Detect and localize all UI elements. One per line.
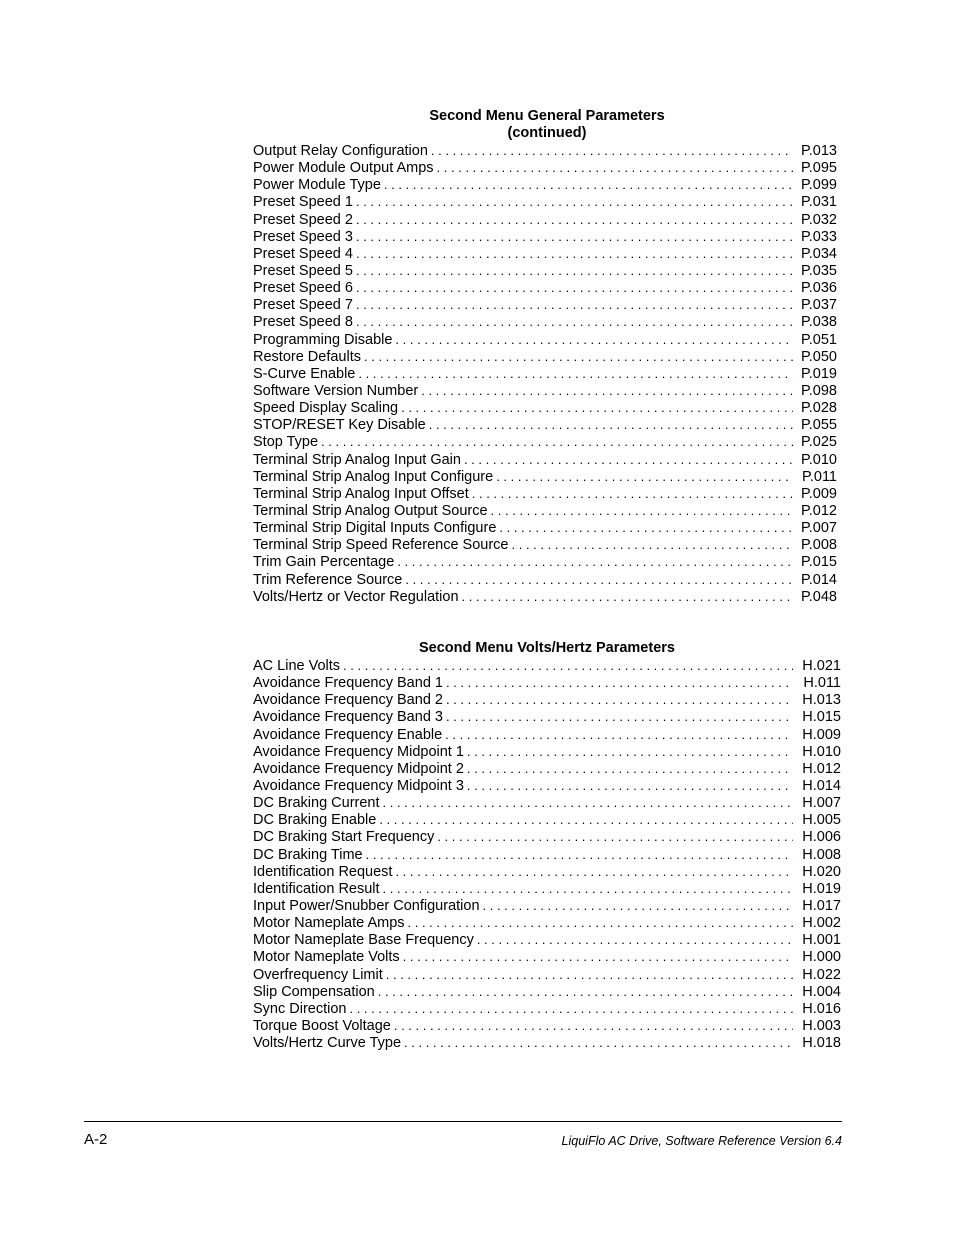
entry-code: P.013	[800, 143, 837, 159]
entry-code: H.009	[802, 726, 841, 743]
index-entry	[253, 1017, 841, 1034]
entry-name: Preset Speed 5	[253, 262, 353, 279]
entry-code: P.035	[800, 262, 837, 279]
dot-leader	[386, 966, 793, 983]
entry-code: H.003	[802, 1017, 841, 1034]
entry-code: H.008	[802, 846, 841, 863]
entry-name: Avoidance Frequency Midpoint 3	[253, 777, 464, 794]
entry-code: P.008	[800, 537, 837, 554]
entry-name: DC Braking Start Frequency	[253, 829, 435, 846]
entry-name: DC Braking Enable	[253, 812, 377, 829]
index-entry	[253, 1000, 841, 1017]
dot-leader	[445, 726, 793, 743]
entry-code: H.011	[803, 675, 841, 692]
index-entry	[253, 365, 837, 382]
dot-leader	[496, 468, 793, 485]
entry-name: Terminal Strip Speed Reference Source	[253, 537, 509, 554]
index-entry	[253, 468, 837, 485]
entry-code: P.033	[800, 228, 837, 245]
entry-code: P.051	[800, 331, 837, 348]
dot-leader	[356, 262, 793, 279]
entry-code: H.012	[802, 760, 841, 777]
dot-leader	[467, 760, 793, 777]
index-entry	[253, 279, 837, 296]
entry-code: P.048	[800, 588, 837, 605]
entry-code: H.010	[802, 743, 841, 760]
dot-leader	[395, 863, 793, 880]
entry-code: H.007	[802, 795, 841, 812]
dot-leader	[512, 536, 794, 553]
entry-name: Input Power/Snubber Configuration	[253, 897, 480, 914]
entry-name: Torque Boost Voltage	[253, 1017, 391, 1034]
index-entry	[253, 399, 837, 416]
dot-leader	[404, 1034, 793, 1051]
index-entry	[253, 451, 837, 468]
entry-name: Volts/Hertz Curve Type	[253, 1035, 402, 1052]
entry-name: Avoidance Frequency Midpoint 1	[253, 743, 464, 760]
entry-code: H.017	[802, 897, 841, 914]
dot-leader	[356, 245, 793, 262]
index-entry	[253, 519, 837, 536]
index-entry	[253, 948, 841, 965]
entry-name: Trim Gain Percentage	[253, 554, 395, 571]
index-entry	[253, 863, 841, 880]
entry-code: P.011	[802, 468, 837, 485]
index-entry	[253, 657, 841, 674]
entry-name: Software Version Number	[253, 382, 419, 399]
index-entry	[253, 777, 841, 794]
dot-leader	[356, 193, 793, 210]
index-entry	[253, 142, 837, 159]
entry-code: P.099	[800, 177, 837, 194]
general-parameters-list	[253, 142, 841, 605]
entry-code: P.019	[800, 365, 837, 382]
index-entry	[253, 228, 837, 245]
entry-code: P.034	[800, 245, 837, 262]
entry-name: AC Line Volts	[253, 658, 341, 674]
dot-leader	[421, 382, 793, 399]
section-subtitle: (continued)	[507, 125, 587, 141]
entry-name: Overfrequency Limit	[253, 966, 383, 983]
entry-code: P.055	[800, 417, 837, 434]
index-entry	[253, 245, 837, 262]
dot-leader	[408, 914, 793, 931]
entry-name: Terminal Strip Analog Input Offset	[253, 485, 469, 502]
dot-leader	[397, 553, 793, 570]
entry-name: Volts/Hertz or Vector Regulation	[253, 588, 459, 605]
index-entry	[253, 296, 837, 313]
entry-code: H.020	[802, 863, 841, 880]
index-entry	[253, 1034, 841, 1051]
entry-name: Motor Nameplate Amps	[253, 915, 405, 932]
index-entry	[253, 760, 841, 777]
entry-code: P.010	[800, 451, 837, 468]
entry-code: H.000	[802, 949, 841, 966]
dot-leader	[429, 416, 793, 433]
entry-name: Terminal Strip Digital Inputs Configure	[253, 520, 497, 537]
entry-code: H.006	[802, 829, 841, 846]
entry-name: Preset Speed 7	[253, 297, 353, 314]
dot-leader	[446, 691, 793, 708]
entry-name: Avoidance Frequency Band 2	[253, 692, 443, 709]
entry-name: Power Module Type	[253, 177, 381, 194]
dot-leader	[356, 211, 793, 228]
dot-leader	[349, 1000, 793, 1017]
dot-leader	[321, 433, 793, 450]
entry-code: P.028	[800, 400, 837, 417]
entry-name: DC Braking Current	[253, 795, 380, 812]
dot-leader	[383, 880, 793, 897]
entry-code: P.025	[800, 434, 837, 451]
entry-code: H.019	[802, 880, 841, 897]
index-entry	[253, 931, 841, 948]
dot-leader	[437, 159, 793, 176]
dot-leader	[356, 228, 793, 245]
entry-code: H.022	[802, 966, 841, 983]
index-entry	[253, 811, 841, 828]
entry-name: Restore Defaults	[253, 348, 361, 365]
index-entry	[253, 416, 837, 433]
index-entry	[253, 880, 841, 897]
entry-name: Preset Speed 4	[253, 245, 353, 262]
entry-code: P.032	[800, 211, 837, 228]
entry-name: Stop Type	[253, 434, 319, 451]
section-title: Second Menu Volts/Hertz Parameters	[419, 640, 675, 656]
entry-name: Power Module Output Amps	[253, 160, 434, 177]
index-entry	[253, 331, 837, 348]
index-entry	[253, 159, 837, 176]
entry-code: P.007	[800, 520, 837, 537]
entry-name: Avoidance Frequency Enable	[253, 726, 443, 743]
entry-name: Identification Request	[253, 863, 393, 880]
entry-name: Identification Result	[253, 880, 380, 897]
entry-code: H.021	[802, 658, 841, 674]
dot-leader	[403, 948, 793, 965]
section-title: Second Menu General Parameters	[429, 108, 665, 124]
entry-name: Preset Speed 2	[253, 211, 353, 228]
index-entry	[253, 828, 841, 845]
index-entry	[253, 348, 837, 365]
entry-name: Avoidance Frequency Midpoint 2	[253, 760, 464, 777]
dot-leader	[395, 331, 793, 348]
entry-name: Preset Speed 6	[253, 280, 353, 297]
entry-name: Preset Speed 8	[253, 314, 353, 331]
entry-name: Speed Display Scaling	[253, 400, 399, 417]
dot-leader	[356, 313, 793, 330]
entry-name: Trim Reference Source	[253, 571, 403, 588]
dot-leader	[356, 296, 793, 313]
index-entry	[253, 502, 837, 519]
entry-code: H.004	[802, 983, 841, 1000]
entry-name: S-Curve Enable	[253, 365, 356, 382]
index-entry	[253, 983, 841, 1000]
index-entry	[253, 571, 837, 588]
page-number: A-2	[84, 1131, 108, 1148]
entry-code: P.014	[800, 571, 837, 588]
entry-code: P.037	[800, 297, 837, 314]
dot-leader	[477, 931, 793, 948]
index-entry	[253, 743, 841, 760]
index-entry	[253, 914, 841, 931]
entry-code: H.018	[802, 1035, 841, 1052]
volts-hertz-parameters-section	[253, 640, 841, 1051]
entry-code: H.016	[802, 1000, 841, 1017]
dot-leader	[343, 657, 793, 674]
entry-name: Terminal Strip Analog Input Configure	[253, 468, 494, 485]
index-entry	[253, 588, 837, 605]
entry-code: H.001	[802, 932, 841, 949]
entry-code: P.012	[800, 502, 837, 519]
entry-code: H.005	[802, 812, 841, 829]
dot-leader	[437, 828, 793, 845]
dot-leader	[462, 588, 793, 605]
dot-leader	[483, 897, 793, 914]
dot-leader	[401, 399, 793, 416]
dot-leader	[499, 519, 793, 536]
entry-name: Slip Compensation	[253, 983, 375, 1000]
entry-name: Motor Nameplate Volts	[253, 949, 400, 966]
dot-leader	[446, 674, 793, 691]
entry-code: P.050	[800, 348, 837, 365]
entry-code: H.013	[802, 692, 841, 709]
dot-leader	[472, 485, 793, 502]
dot-leader	[431, 142, 793, 159]
document-title: LiquiFlo AC Drive, Software Reference Version 6.4	[561, 1134, 842, 1148]
index-entry	[253, 897, 841, 914]
entry-code: P.098	[800, 382, 837, 399]
entry-name: Preset Speed 1	[253, 194, 353, 211]
entry-name: Motor Nameplate Base Frequency	[253, 932, 474, 949]
index-entry	[253, 485, 837, 502]
index-entry	[253, 193, 837, 210]
entry-code: H.014	[802, 777, 841, 794]
dot-leader	[356, 279, 793, 296]
entry-name: STOP/RESET Key Disable	[253, 417, 426, 434]
index-entry	[253, 211, 837, 228]
dot-leader	[383, 794, 793, 811]
dot-leader	[467, 743, 793, 760]
dot-leader	[464, 451, 793, 468]
entry-code: P.038	[800, 314, 837, 331]
entry-name: Preset Speed 3	[253, 228, 353, 245]
entry-name: Sync Direction	[253, 1000, 347, 1017]
index-entry	[253, 708, 841, 725]
entry-name: Avoidance Frequency Band 1	[253, 675, 443, 692]
index-entry	[253, 726, 841, 743]
entry-code: P.095	[800, 160, 837, 177]
index-entry	[253, 966, 841, 983]
entry-name: Avoidance Frequency Band 3	[253, 709, 443, 726]
dot-leader	[378, 983, 793, 1000]
volts-hertz-parameters-list	[253, 657, 841, 1051]
entry-name: DC Braking Time	[253, 846, 363, 863]
entry-name: Programming Disable	[253, 331, 393, 348]
entry-code: P.036	[800, 280, 837, 297]
index-entry	[253, 794, 841, 811]
index-entry	[253, 176, 837, 193]
index-entry	[253, 262, 837, 279]
entry-code: P.015	[800, 554, 837, 571]
index-entry	[253, 536, 837, 553]
index-entry	[253, 846, 841, 863]
entry-code: P.009	[800, 485, 837, 502]
entry-code: H.002	[802, 915, 841, 932]
general-parameters-section	[253, 108, 841, 605]
dot-leader	[384, 176, 793, 193]
dot-leader	[379, 811, 793, 828]
dot-leader	[467, 777, 793, 794]
dot-leader	[358, 365, 793, 382]
index-entry	[253, 553, 837, 570]
dot-leader	[491, 502, 793, 519]
entry-name: Output Relay Configuration	[253, 143, 428, 159]
dot-leader	[394, 1017, 793, 1034]
dot-leader	[366, 846, 793, 863]
index-entry	[253, 433, 837, 450]
dot-leader	[405, 571, 793, 588]
index-entry	[253, 691, 841, 708]
index-entry	[253, 313, 837, 330]
entry-code: H.015	[802, 709, 841, 726]
entry-code: P.031	[800, 194, 837, 211]
dot-leader	[446, 708, 793, 725]
dot-leader	[364, 348, 793, 365]
index-entry	[253, 382, 837, 399]
entry-name: Terminal Strip Analog Input Gain	[253, 451, 461, 468]
entry-name: Terminal Strip Analog Output Source	[253, 502, 488, 519]
footer-divider	[84, 1121, 842, 1122]
index-entry	[253, 674, 841, 691]
